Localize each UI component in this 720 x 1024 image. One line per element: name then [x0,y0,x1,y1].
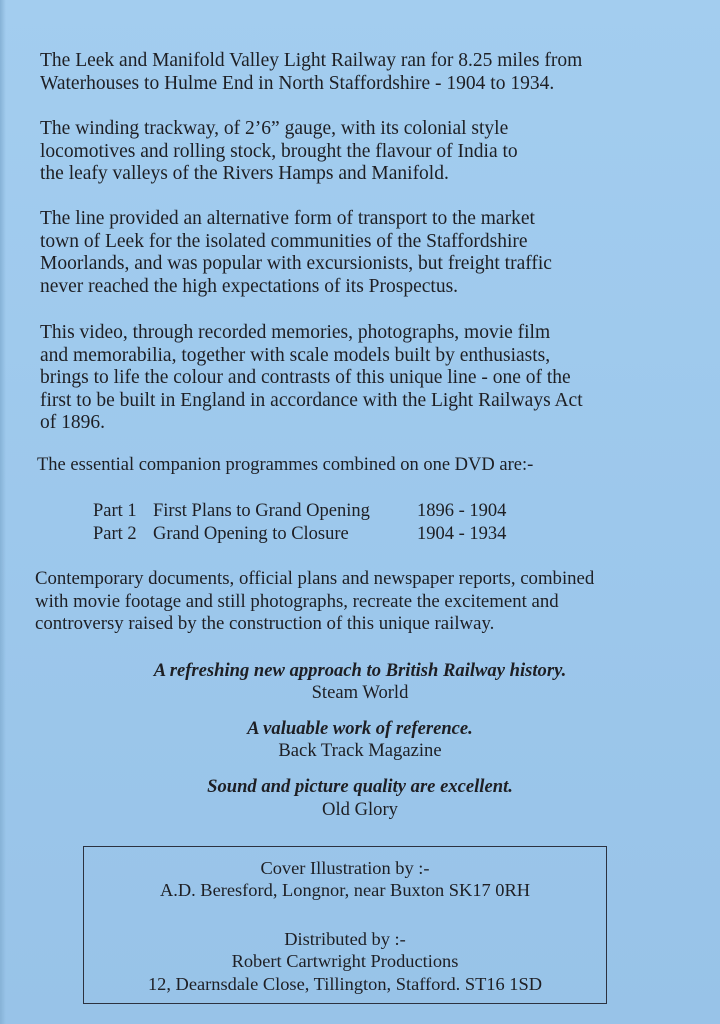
part-title: Grand Opening to Closure [153,524,349,544]
review-quote: Sound and picture quality are excellent. [207,776,513,797]
transport-paragraph: The line provided an alternative form of transport to the market town of Leek for the isolated communities of the Staffordshire Moorlands, and was popular with excursionists, but freight traffic never reached the high expectations of its Prospectus. [40,208,552,297]
part-years: 1904 - 1934 [417,524,507,544]
part-number: Part 1 [93,501,137,521]
trackway-paragraph: The winding trackway, of 2’6” gauge, with its colonial style locomotives and rolling stock, brought the flavour of India to the leafy valleys of the Rivers Hamps and Manifold. [40,118,518,184]
cover-illustration-artist: A.D. Beresford, Longnor, near Buxton SK17 0RH [159,880,531,900]
part-title: First Plans to Grand Opening [153,501,370,521]
distributor-name: Robert Cartwright Productions [231,951,459,971]
review-quote: A refreshing new approach to British Railway history. [153,660,567,681]
part-years: 1896 - 1904 [417,501,507,521]
video-paragraph: This video, through recorded memories, photographs, movie film and memorabilia, together with scale models built by enthusiasts, brings to life the colour and contrasts of this unique line - one of the first to be built in England in accordance with the Light Railways Act of 1896. [40,322,583,433]
cover-illustration-label: Cover Illustration by :- [260,858,430,878]
intro-paragraph: The Leek and Manifold Valley Light Railway ran for 8.25 miles from Waterhouses to Hulme End in North Staffordshire - 1904 to 1934. [40,50,583,94]
review-source: Old Glory [322,799,398,820]
companion-intro: The essential companion programmes combined on one DVD are:- [37,455,534,475]
part-number: Part 2 [93,524,137,544]
review-quote: A valuable work of reference. [247,718,473,739]
credits-box [83,846,607,1004]
distributor-address: 12, Dearnsdale Close, Tillington, Stafford. ST16 1SD [147,974,543,994]
documents-paragraph: Contemporary documents, official plans and newspaper reports, combined with movie footage and still photographs, recreate the excitement and controversy raised by the construction of this unique railway. [35,568,595,634]
distributor-label: Distributed by :- [284,929,406,949]
review-source: Steam World [311,682,409,703]
review-source: Back Track Magazine [278,740,442,761]
page-edge-shadow [0,0,6,1024]
